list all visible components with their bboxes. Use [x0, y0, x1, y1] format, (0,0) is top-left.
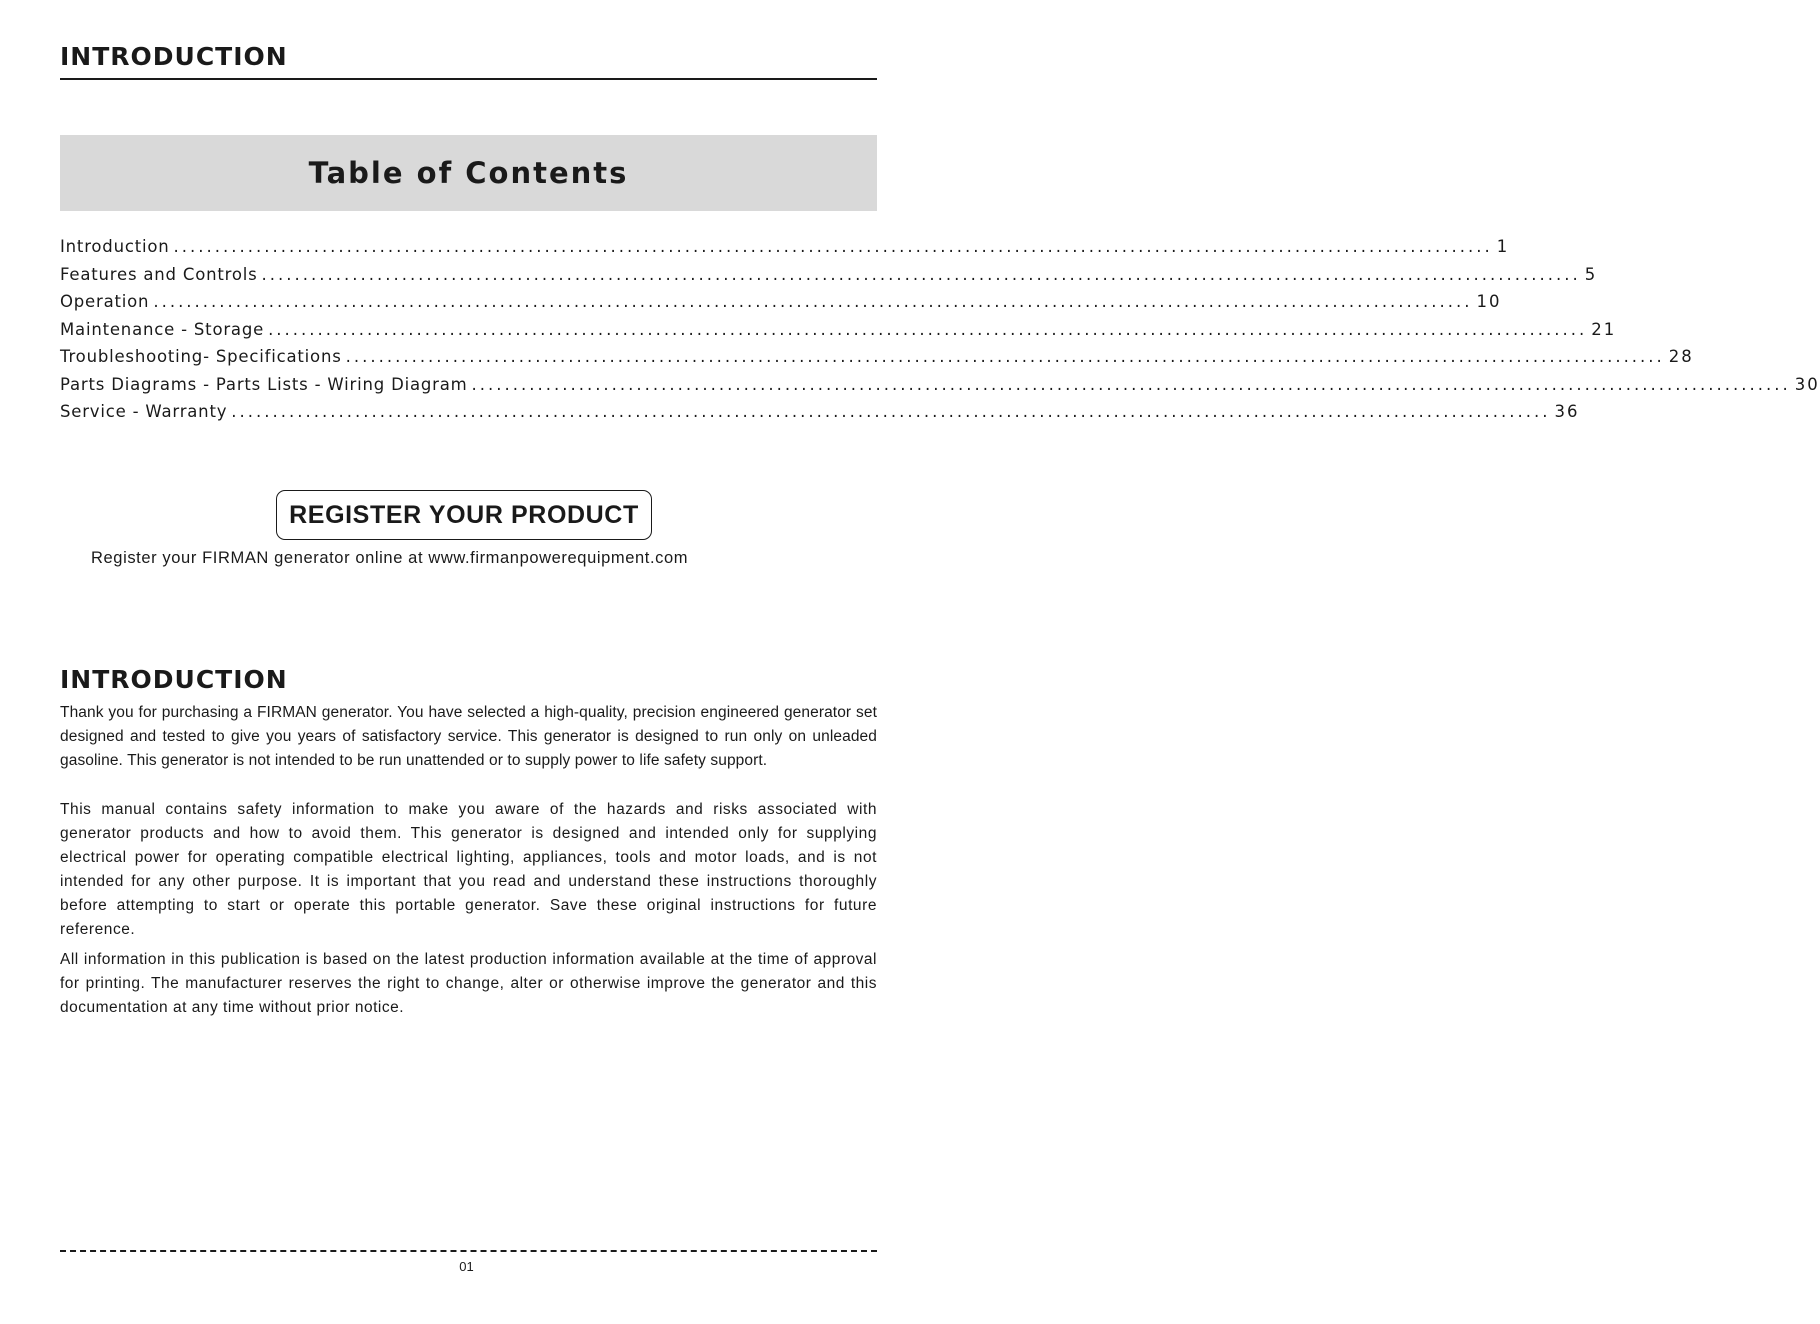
toc-entry-label: Features and Controls	[60, 264, 258, 284]
toc-entry-page: 30	[1794, 374, 1820, 394]
toc-entry-label: Service - Warranty	[60, 402, 228, 421]
intro-paragraph: Thank you for purchasing a FIRMAN generator. You have selected a high-quality, precision engineered generator set designed and tested to give you years of satisfactory service. This generator is designed to run only on unleaded gasoline. This generator is not intended to be run unattended or to supply power to life safety support.	[60, 704, 877, 769]
toc-leader-dots: ................................................................................................................................................................	[345, 347, 1665, 366]
toc-entry-page: 21	[1591, 319, 1617, 339]
toc-banner	[60, 135, 877, 211]
toc-entry-operation[interactable]	[60, 292, 1502, 320]
page-header-title: INTRODUCTION	[60, 42, 288, 71]
toc-entry-label: Operation	[60, 292, 150, 311]
toc-title: Table of Contents	[308, 156, 629, 190]
page-number: 01	[459, 1259, 474, 1274]
toc-entry-introduction[interactable]	[60, 237, 1510, 265]
intro-paragraph: This manual contains safety information to make you aware of the hazards and risks associated with generator products and how to avoid them. This generator is designed and intended only for supplying electrical power for operating compatible electrical lighting, appliances, tools and motor loads, and is not intended for any other purpose. It is important that you read and understand these instructions thoroughly before attempting to start or operate this portable generator. Save these original instructions for future reference.	[60, 801, 877, 938]
register-instructions: Register your FIRMAN generator online at www.firmanpowerequipment.com	[91, 549, 689, 567]
toc-entry-features-and-controls[interactable]	[60, 264, 1598, 293]
intro-paragraph: All information in this publication is based on the latest production information available at the time of approval for printing. The manufacturer reserves the right to change, alter or otherwise improve the generator and this documentation at any time without prior notice.	[60, 951, 877, 1016]
register-product-box	[276, 490, 652, 540]
toc-entry-page: 36	[1554, 402, 1580, 421]
register-product-title: REGISTER YOUR PRODUCT	[289, 500, 639, 529]
intro-heading: INTRODUCTION	[60, 665, 288, 694]
toc-leader-dots: ................................................................................................................................................................	[153, 292, 1473, 311]
toc-entry-parts-diagrams[interactable]	[60, 374, 1820, 403]
toc-leader-dots: ................................................................................................................................................................	[231, 402, 1551, 421]
toc-leader-dots: ................................................................................................................................................................	[471, 374, 1791, 394]
toc-leader-dots: ................................................................................................................................................................	[261, 264, 1581, 284]
toc-entry-troubleshooting-specifications[interactable]	[60, 347, 1694, 375]
toc-entry-maintenance-storage[interactable]	[60, 319, 1617, 348]
toc-entry-service-warranty[interactable]	[60, 402, 1580, 430]
toc-entry-label: Introduction	[60, 237, 170, 256]
toc-entry-label: Parts Diagrams - Parts Lists - Wiring Diagram	[60, 374, 468, 394]
footer-divider	[60, 1250, 877, 1252]
toc-list	[60, 237, 1820, 430]
toc-entry-page: 10	[1476, 292, 1502, 311]
header-divider	[60, 78, 877, 80]
toc-entry-label: Troubleshooting- Specifications	[60, 347, 342, 366]
toc-entry-page: 28	[1668, 347, 1694, 366]
toc-entry-label: Maintenance - Storage	[60, 319, 265, 339]
toc-entry-page: 1	[1496, 237, 1510, 256]
toc-leader-dots: ................................................................................................................................................................	[268, 319, 1588, 339]
toc-leader-dots: ................................................................................................................................................................	[173, 237, 1493, 256]
toc-entry-page: 5	[1584, 264, 1598, 284]
